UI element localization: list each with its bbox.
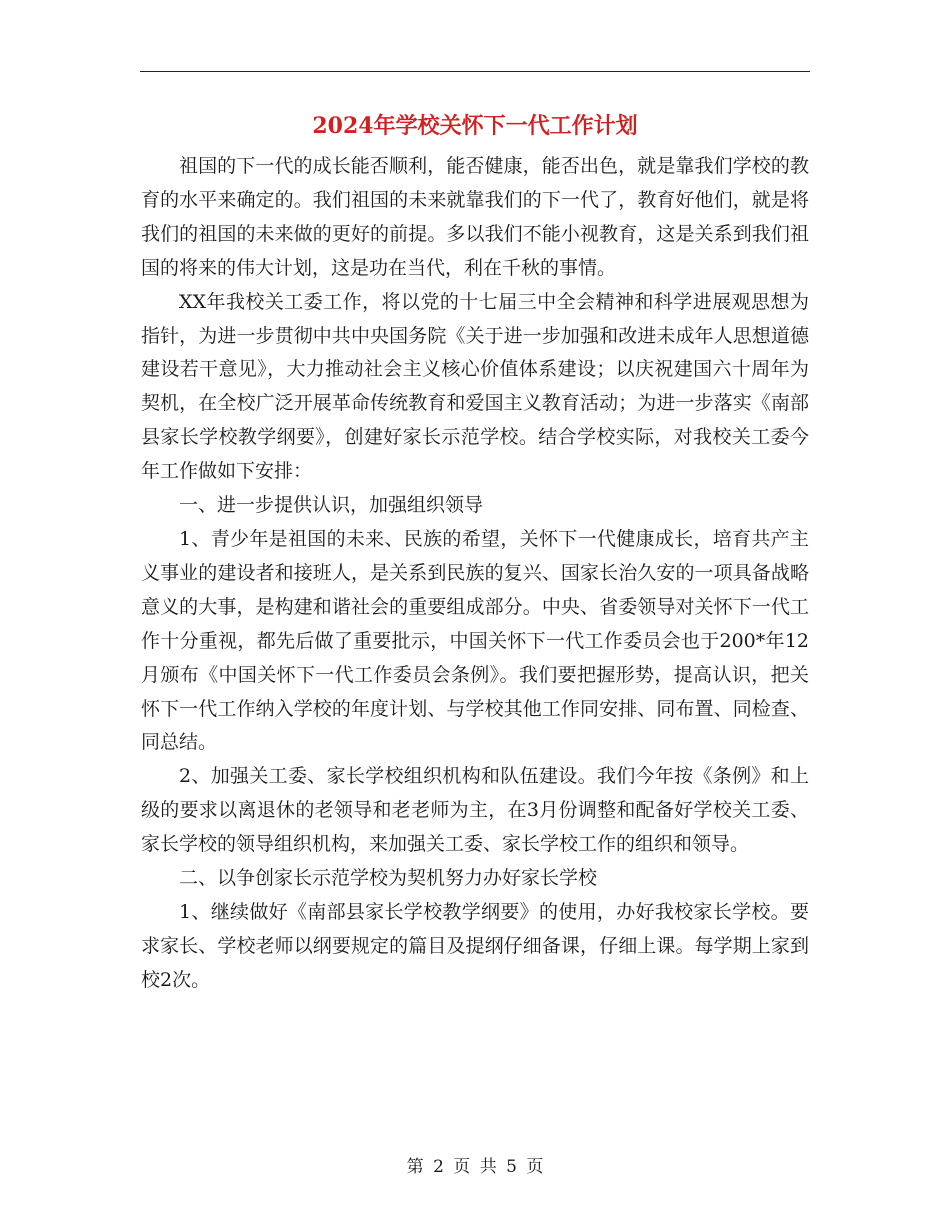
paragraph-plan-overview: XX年我校关工委工作，将以党的十七届三中全会精神和科学进展观思想为指针，为进一步贯彻中共中央国务院《关于进一步加强和改进未成年人思想道德建设若干意见》，大力推动社会主义核心价值体系建设；以庆祝建国六十周年为契机，在全校广泛开展革命传统教育和爱国主义教育活动；为进一步落实《南部县家长学校教学纲要》，创建好家长示范学校。结合学校实际，对我校关工委今年工作做如下安排： [141,290,809,483]
paragraph-intro: 祖国的下一代的成长能否顺利，能否健康，能否出色，就是靠我们学校的教育的水平来确定的。我们祖国的未来就靠我们的下一代了，教育好他们，就是将我们的祖国的未来做的更好的前提。多以我们不能小视教育，这是关系到我们祖国的将来的伟大计划，这是功在当代，利在千秋的事情。 [141,155,809,279]
paragraph-item-1-1: 1、青少年是祖国的未来、民族的希望，关怀下一代健康成长，培育共产主义事业的建设者和接班人，是关系到民族的复兴、国家长治久安的一项具备战略意义的大事，是构建和谐社会的重要组成部分。中央、省委领导对关怀下一代工作十分重视，都先后做了重要批示，中国关怀下一代工作委员会也于200*年12月颁布《中国关怀下一代工作委员会条例》。我们要把握形势，提高认识，把关怀下一代工作纳入学校的年度计划、与学校其他工作同安排、同布置、同检查、同总结。 [141,527,809,754]
section-heading-1: 一、进一步提供认识，加强组织领导 [179,494,484,517]
paragraph-item-1-2: 2、加强关工委、家长学校组织机构和队伍建设。我们今年按《条例》和上级的要求以离退休的老领导和老老师为主，在3月份调整和配备好学校关工委、家长学校的领导组织机构，来加强关工委、家长学校工作的组织和领导。 [141,765,809,856]
header-rule [140,71,810,72]
paragraph-item-2-1: 1、继续做好《南部县家长学校教学纲要》的使用，办好我校家长学校。要求家长、学校老师以纲要规定的篇目及提纲仔细备课，仔细上课。每学期上家到校2次。 [141,900,809,991]
document-title: 2024年学校关怀下一代工作计划 [312,113,638,139]
section-heading-2: 二、以争创家长示范学校为契机努力办好家长学校 [179,867,598,890]
page-footer: 第 2 页 共 5 页 [406,1157,544,1177]
document-body [141,150,809,998]
